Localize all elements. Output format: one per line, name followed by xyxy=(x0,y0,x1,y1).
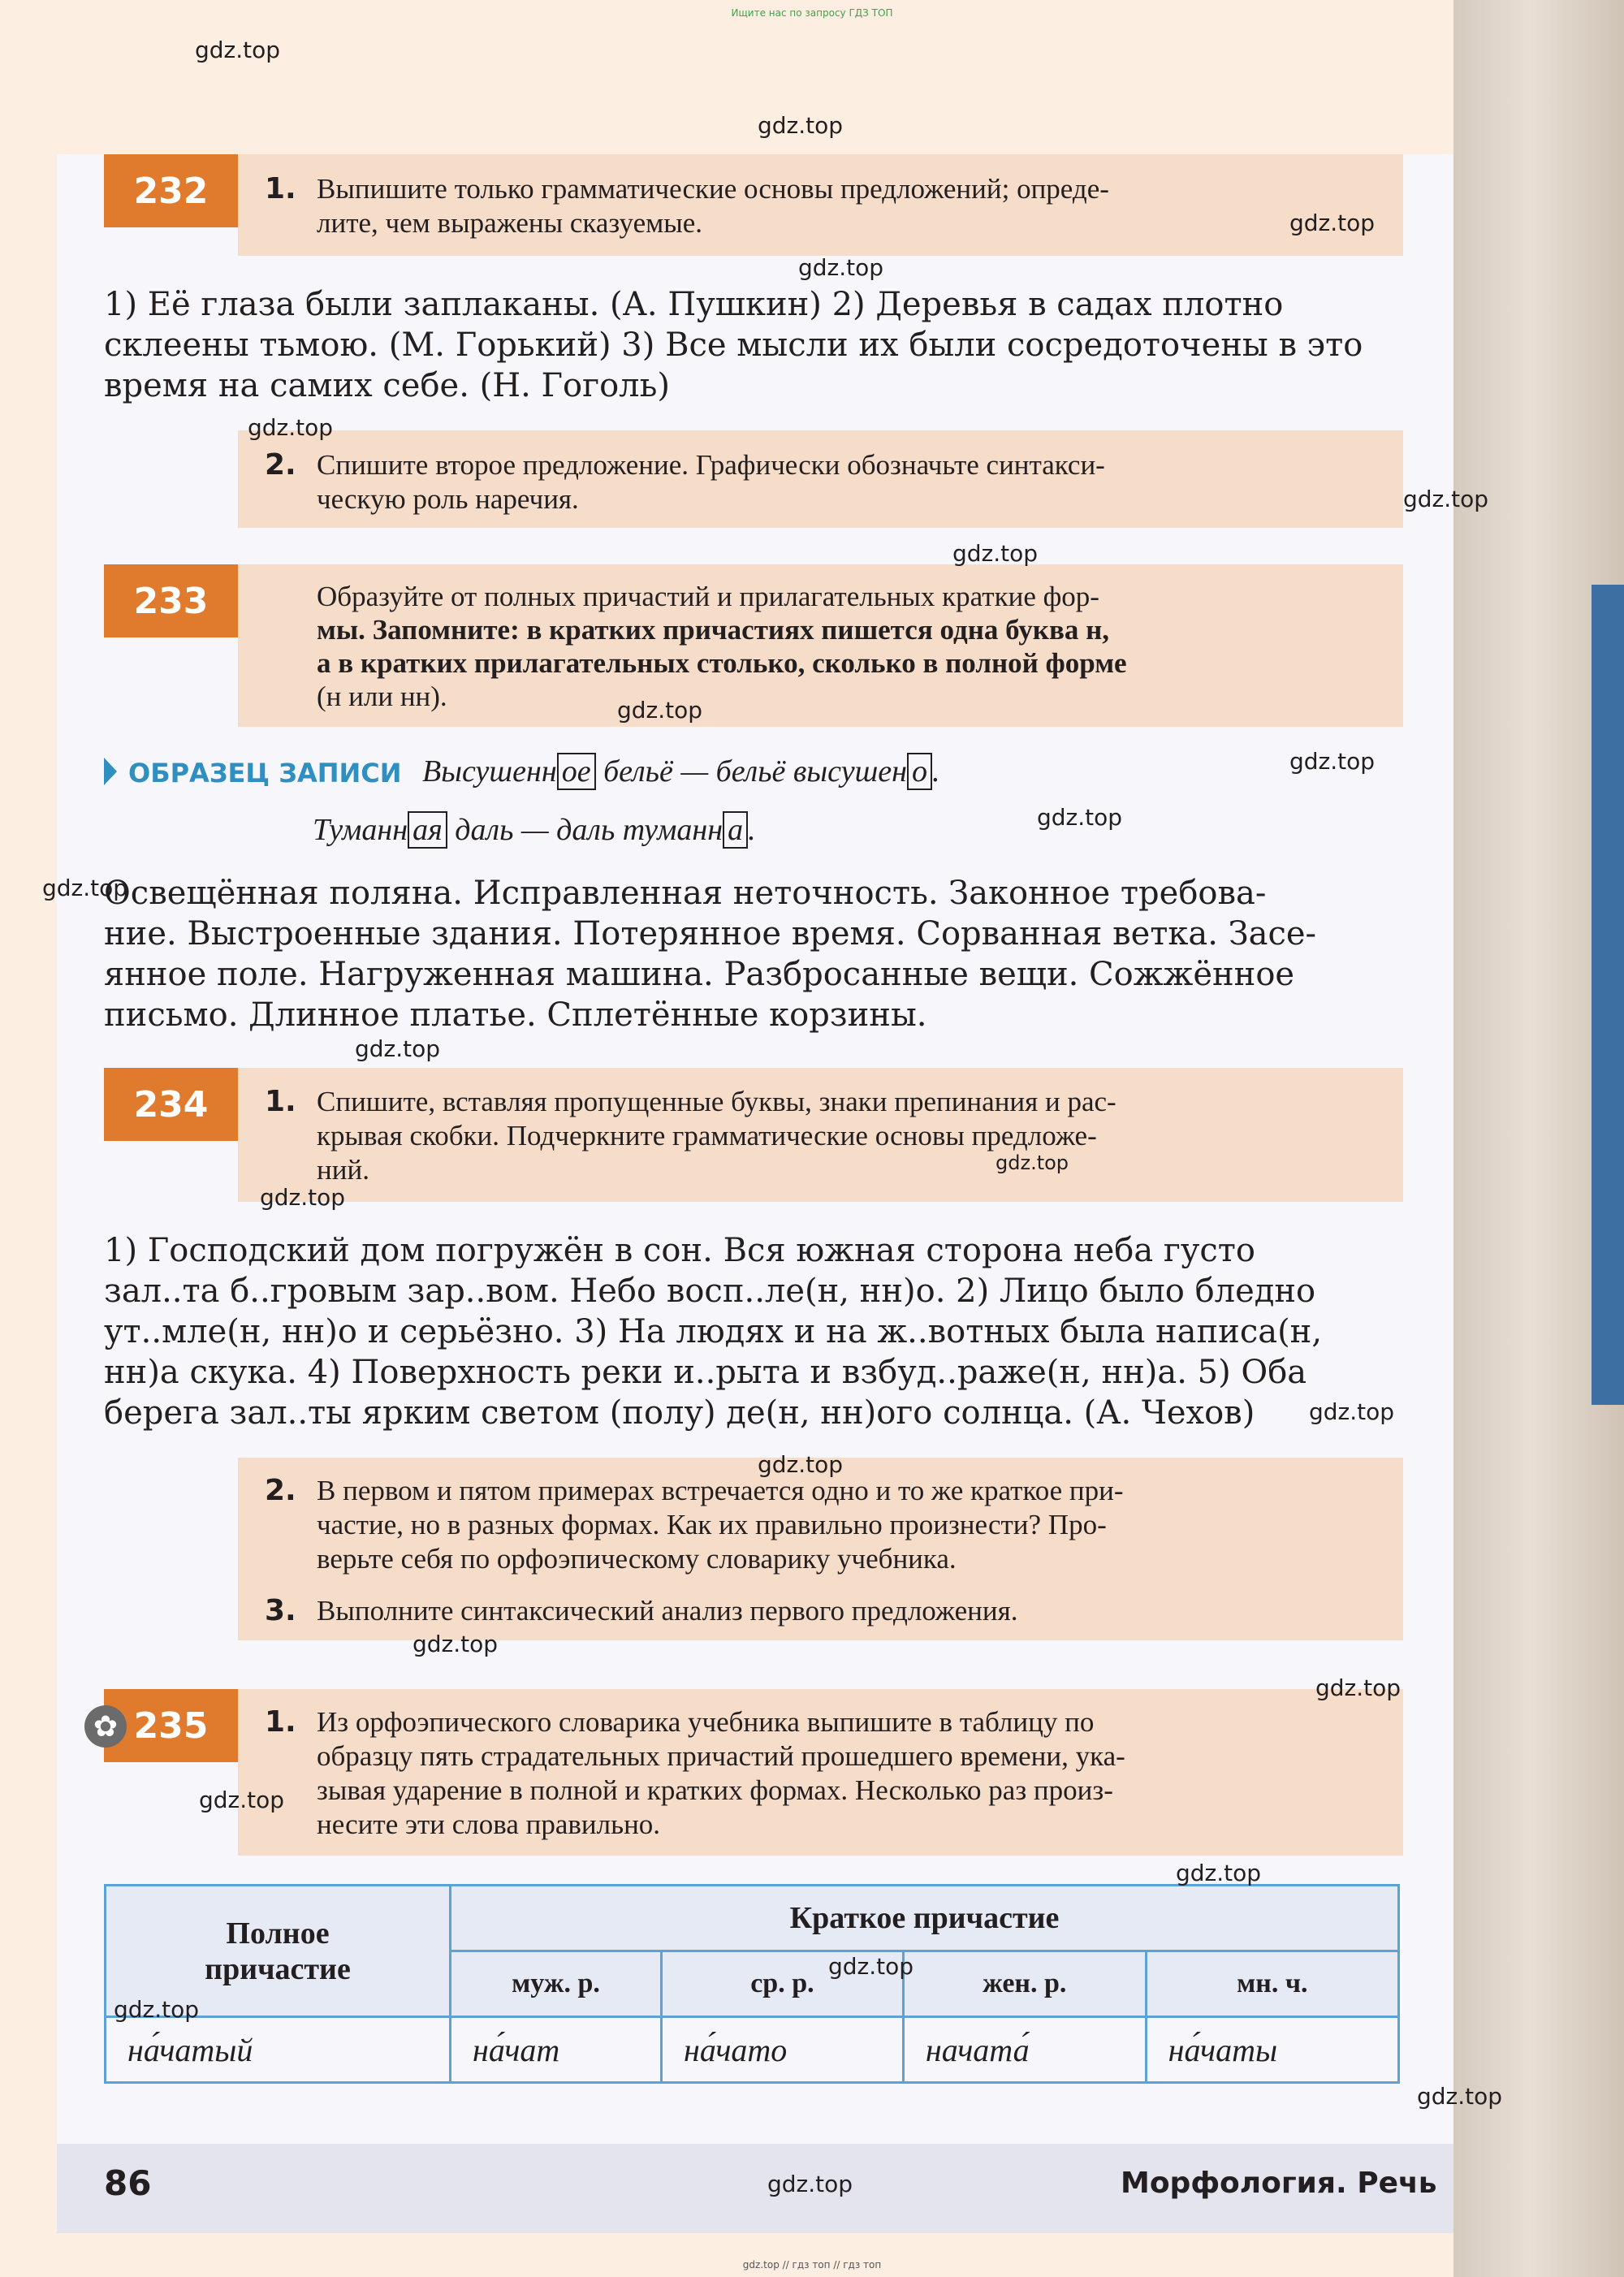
watermark: gdz.top xyxy=(1309,1398,1395,1425)
sample-example-2 xyxy=(313,812,756,848)
task-number-232: 232 xyxy=(104,154,238,227)
question-number: 2. xyxy=(265,448,296,482)
watermark: gdz.top xyxy=(1037,804,1123,831)
question-number: 2. xyxy=(265,1474,296,1507)
subheader-plural: мн. ч. xyxy=(1146,1951,1398,2017)
watermark: gdz.top xyxy=(1403,486,1489,512)
question-number: 3. xyxy=(265,1594,296,1627)
spine-bookmark xyxy=(1592,585,1624,1405)
watermark: gdz.top xyxy=(767,2171,853,2197)
text-line: ние. Выстроенные здания. Потерянное время. Сорванная ветка. Засе- xyxy=(104,915,1317,953)
instruction-line: Спишите, вставляя пропущенные буквы, знаки препинания и рас- xyxy=(317,1086,1116,1117)
task-number-235: 235 xyxy=(104,1689,238,1762)
flower-icon: ✿ xyxy=(84,1705,127,1748)
instruction-line: Спишите второе предложение. Графически обозначьте синтакси- xyxy=(317,449,1105,481)
watermark: gdz.top xyxy=(1315,1674,1402,1701)
watermark: gdz.top xyxy=(260,1184,346,1211)
instruction-line: зывая ударение в полной и кратких формах. Несколько раз произ- xyxy=(317,1774,1113,1806)
text-line: зал..та б..гровым зар..вом. Небо восп..ле(н, нн)о. 2) Лицо было бледно xyxy=(104,1272,1316,1310)
task-232-text xyxy=(104,284,1403,406)
watermark: gdz.top xyxy=(758,112,844,139)
task-233-instruction xyxy=(317,580,1389,713)
text-line: письмо. Длинное платье. Сплетённые корзины. xyxy=(104,996,927,1034)
question-number: 1. xyxy=(265,1705,296,1739)
cell-neut: на́чато xyxy=(662,2017,904,2083)
sample-word: даль — даль туманн xyxy=(447,813,723,847)
top-banner: Ищите нас по запросу ГДЗ ТОП xyxy=(731,7,893,19)
instruction-line: образцу пять страдательных причастий прошедшего времени, ука- xyxy=(317,1740,1125,1772)
instruction-line: Выпишите только грамматические основы предложений; опреде- xyxy=(317,173,1109,205)
instruction-line: несите эти слова правильно. xyxy=(317,1808,661,1840)
text-line: 1) Господский дом погружён в сон. Вся южная сторона неба густо xyxy=(104,1232,1256,1269)
task-232-question-2 xyxy=(265,448,1389,516)
cell-full: на́чатый xyxy=(106,2017,451,2083)
text-line: Освещённая поляна. Исправленная неточность. Законное требова- xyxy=(104,875,1267,912)
sample-label xyxy=(104,758,402,789)
watermark: gdz.top xyxy=(996,1151,1069,1174)
sample-word: Высушенн xyxy=(422,754,557,789)
instruction-line: верьте себя по орфоэпическому словарику учебника. xyxy=(317,1543,957,1575)
page-number: 86 xyxy=(104,2163,152,2203)
instruction-line: Образуйте от полных причастий и прилагательных краткие фор- xyxy=(317,581,1099,612)
task-number-233: 233 xyxy=(104,564,238,637)
table-row xyxy=(106,2017,1399,2083)
instruction-line: Выполните синтаксический анализ первого предложения. xyxy=(317,1595,1018,1627)
task-234-question-1 xyxy=(265,1085,1389,1187)
watermark: gdz.top xyxy=(1417,2083,1503,2110)
text-line: время на самих себе. (Н. Гоголь) xyxy=(104,367,670,404)
instruction-line: частие, но в разных формах. Как их правильно произнести? Про- xyxy=(317,1509,1107,1540)
bottom-banner: gdz.top // гдз топ // гдз топ xyxy=(742,2259,882,2271)
sample-ending: ая xyxy=(408,811,447,849)
sample-word: . xyxy=(748,813,756,847)
cell-masc: на́чат xyxy=(451,2017,662,2083)
watermark: gdz.top xyxy=(798,254,884,281)
sample-word: . xyxy=(931,754,940,789)
watermark: gdz.top xyxy=(412,1631,499,1657)
instruction-line: ческую роль наречия. xyxy=(317,483,579,515)
sample-ending: ое xyxy=(557,753,596,790)
text-line: нн)а скука. 4) Поверхность реки и..рыта и взбуд..раже(н, нн)а. 5) Оба xyxy=(104,1354,1307,1391)
task-232-question-1 xyxy=(265,172,1389,240)
watermark: gdz.top xyxy=(42,875,128,901)
cell-fem: начата́ xyxy=(903,2017,1146,2083)
watermark: gdz.top xyxy=(1176,1860,1262,1886)
watermark: gdz.top xyxy=(248,414,334,441)
task-233-text xyxy=(104,873,1403,1035)
task-number-234: 234 xyxy=(104,1068,238,1141)
instruction-line: В первом и пятом примерах встречается одно и то же краткое при- xyxy=(317,1475,1124,1506)
subheader-fem: жен. р. xyxy=(903,1951,1146,2017)
task-234-text xyxy=(104,1230,1403,1433)
watermark: gdz.top xyxy=(1289,210,1376,236)
instruction-line: а в кратких прилагательных столько, сколько в полной форме xyxy=(317,647,1127,679)
subheader-masc: муж. р. xyxy=(451,1951,662,2017)
task-234-question-2 xyxy=(265,1474,1389,1576)
text-line: ут..мле(н, нн)о и серьёзно. 3) На людях и на ж..вотных была написа(н, xyxy=(104,1313,1323,1350)
text-line: берега зал..ты ярким светом (полу) де(н, нн)ого солнца. (А. Чехов) xyxy=(104,1394,1255,1432)
instruction-line: Из орфоэпического словарика учебника выпишите в таблицу по xyxy=(317,1706,1095,1738)
header-text: Полное xyxy=(226,1916,330,1951)
watermark: gdz.top xyxy=(114,1996,200,2023)
sample-example-1 xyxy=(422,754,939,789)
instruction-line: лите, чем выражены сказуемые. xyxy=(317,207,703,239)
table-header-row xyxy=(106,1886,1399,1951)
watermark: gdz.top xyxy=(1289,748,1376,775)
watermark: gdz.top xyxy=(828,1953,914,1980)
instruction-line: ний. xyxy=(317,1154,369,1186)
sample-ending: о xyxy=(907,753,932,790)
watermark: gdz.top xyxy=(199,1787,285,1813)
watermark: gdz.top xyxy=(195,37,281,63)
question-number: 1. xyxy=(265,1085,296,1118)
cell-plural: на́чаты xyxy=(1146,2017,1398,2083)
task-235-question-1 xyxy=(265,1705,1389,1842)
question-number: 1. xyxy=(265,172,296,205)
header-short-participle: Краткое причастие xyxy=(451,1886,1399,1951)
watermark: gdz.top xyxy=(758,1451,844,1478)
text-line: янное поле. Нагруженная машина. Разбросанные вещи. Сожжённое xyxy=(104,956,1295,993)
sample-label-text: ОБРАЗЕЦ ЗАПИСИ xyxy=(128,758,402,789)
sample-word: Туманн xyxy=(313,813,408,847)
running-title: Морфология. Речь xyxy=(1121,2167,1437,2200)
watermark: gdz.top xyxy=(355,1035,441,1062)
sample-word: бельё — бельё высушен xyxy=(595,754,907,789)
triangle-icon xyxy=(104,758,117,785)
instruction-line: крывая скобки. Подчеркните грамматические основы предложе- xyxy=(317,1120,1097,1151)
subheader-neut: ср. р. xyxy=(662,1951,904,2017)
instruction-line: (н или нн). xyxy=(317,681,447,712)
header-text: причастие xyxy=(205,1951,351,1986)
watermark: gdz.top xyxy=(952,540,1039,567)
task-234-question-3 xyxy=(265,1594,1389,1628)
participle-table xyxy=(104,1884,1400,2084)
sample-ending: а xyxy=(723,811,748,849)
text-line: склеены тьмою. (М. Горький) 3) Все мысли их были сосредоточены в это xyxy=(104,326,1363,364)
instruction-line: мы. Запомните: в кратких причастиях пишется одна буква н, xyxy=(317,614,1110,646)
watermark: gdz.top xyxy=(617,697,703,724)
text-line: 1) Её глаза были заплаканы. (А. Пушкин) 2) Деревья в садах плотно xyxy=(104,286,1284,323)
